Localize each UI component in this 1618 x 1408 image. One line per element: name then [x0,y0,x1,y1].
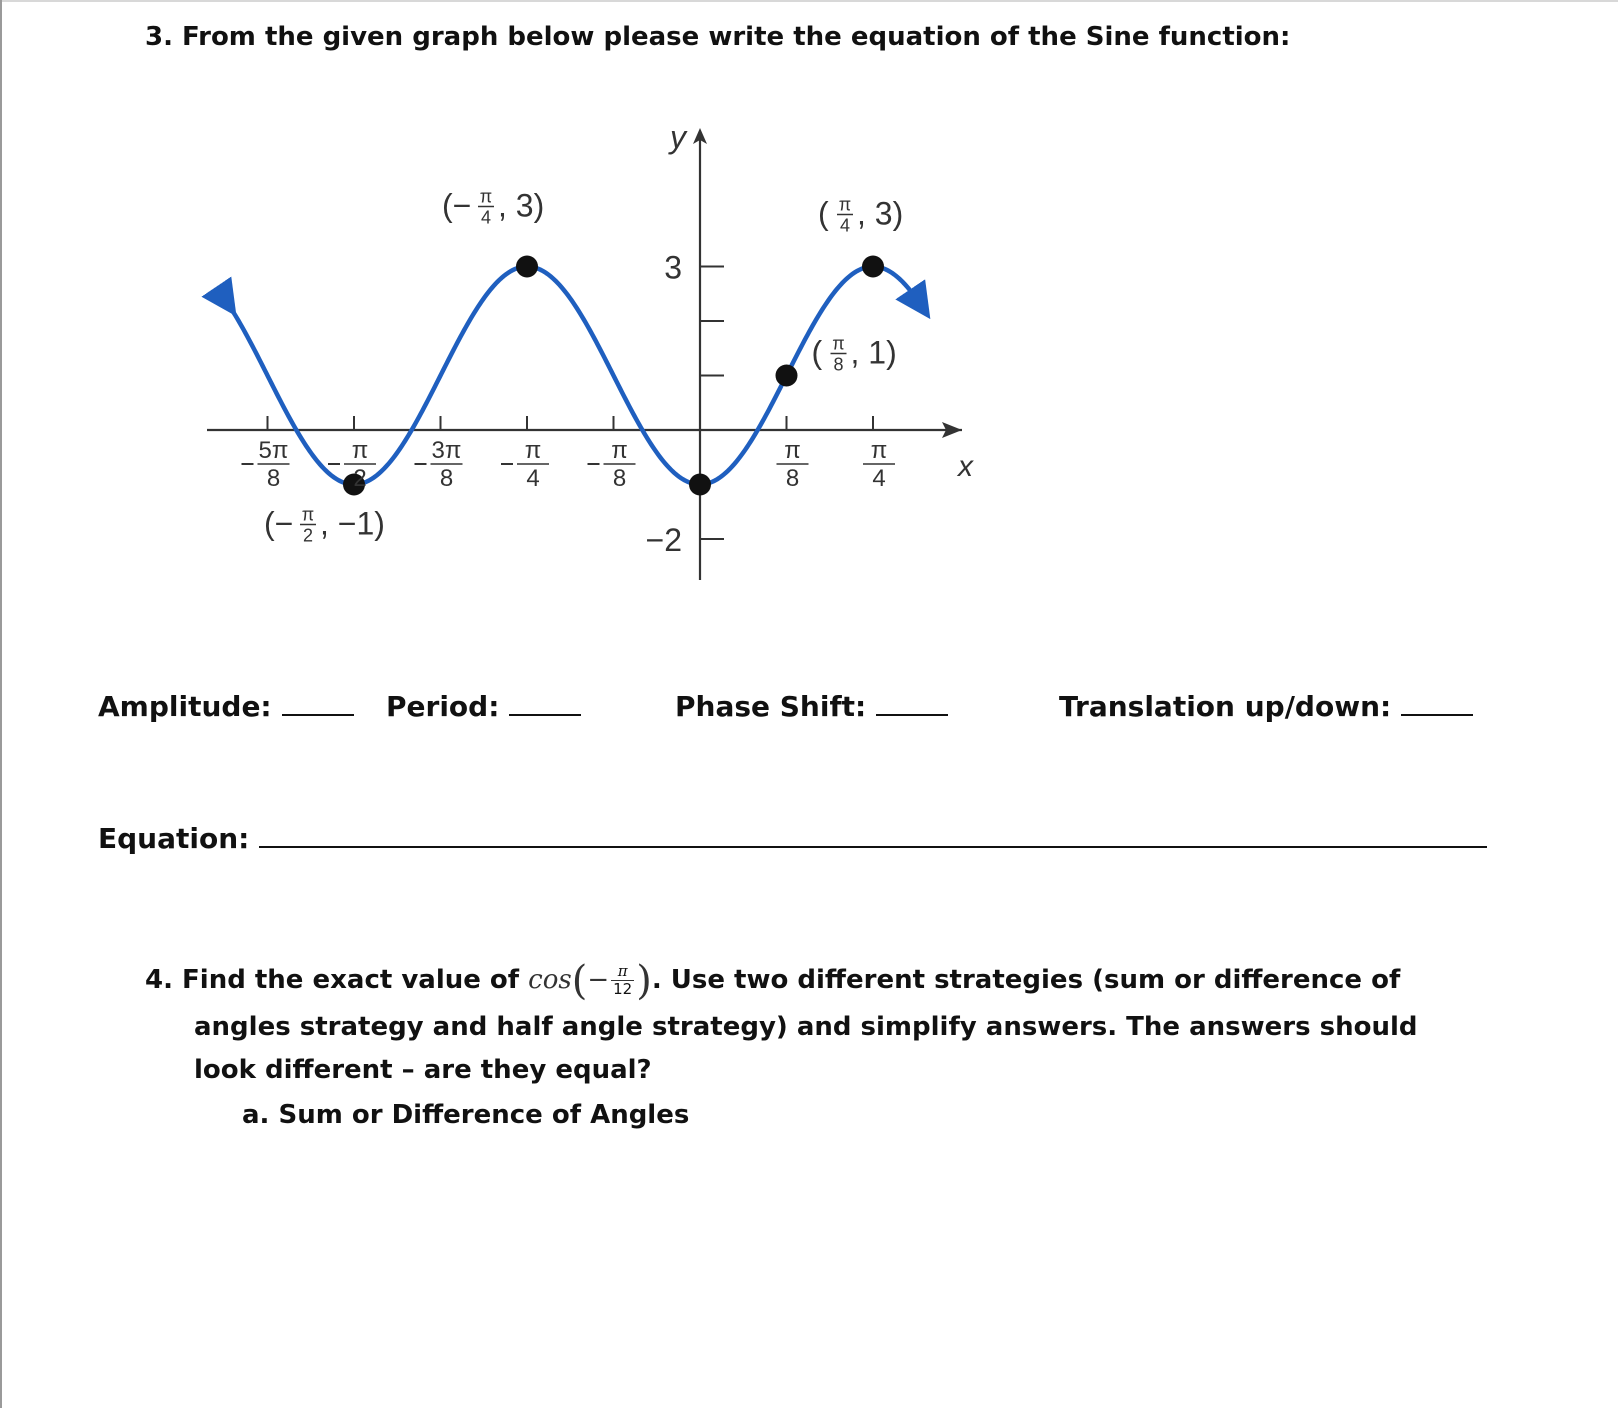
point-label [264,505,385,546]
question-4-line-1 [145,958,1400,1004]
fraction-denominator: 12 [613,980,633,998]
translation-field [1059,690,1473,723]
point-label [442,187,544,228]
x-axis-label: x [958,450,973,483]
point-label [812,334,897,375]
x-tick-denominator: 2 [353,465,367,492]
x-tick-label [414,437,462,492]
x-tick-numerator: 3π [431,437,462,464]
equation-field [98,822,1487,855]
point-label-numerator: π [479,186,493,207]
y-axis-label: y [670,119,686,155]
x-tick-numerator: π [351,437,369,464]
point-label-suffix: , −1) [319,505,385,542]
x-tick-numerator: π [870,437,888,464]
point-label-suffix: , 3) [497,187,545,224]
x-tick-numerator: 5π [258,437,289,464]
point-label-denominator: 4 [480,207,492,228]
point-label-denominator: 8 [833,354,844,375]
question-4-intro: 4. Find the exact value of [145,965,520,995]
cos-function: cos [528,965,572,995]
translation-blank[interactable] [1401,692,1473,716]
x-tick-numerator: π [784,437,801,464]
pi-over-12-fraction [611,963,634,998]
point-label-suffix: , 3) [857,195,904,232]
equation-label: Equation: [98,822,250,855]
point-label-prefix: (− [441,187,472,224]
period-blank[interactable] [509,692,581,716]
question-3-title: 3. From the given graph below please write the equation of the Sine function: [145,22,1291,52]
x-tick-label [241,437,289,492]
question-4-line-3: look different – are they equal? [194,1055,652,1085]
phase-shift-field [675,690,948,723]
question-4-line-2: angles strategy and half angle strategy) and simplify answers. The answers should [194,1012,1418,1042]
amplitude-label: Amplitude: [98,690,272,723]
close-paren: ) [636,958,652,1004]
x-tick-numerator: π [524,437,542,464]
data-point [689,474,711,496]
x-tick-denominator: 8 [439,465,454,492]
x-tick-denominator: 8 [785,465,800,492]
phase-shift-label: Phase Shift: [675,690,867,723]
x-tick-denominator: 8 [612,465,627,492]
point-label-prefix: ( [818,195,829,232]
period-label: Period: [386,690,500,723]
question-4-rest: . Use two different strategies (sum or difference of [651,965,1401,995]
x-tick-denominator: 4 [872,465,886,492]
point-label-denominator: 2 [302,525,314,546]
open-paren: ( [571,958,588,1004]
x-tick-denominator: 8 [266,465,281,492]
data-point [862,256,884,278]
point-label-prefix: ( [811,334,823,371]
x-tick-label [863,437,895,492]
point-label-numerator: π [832,333,845,354]
data-point [516,256,538,278]
point-label-numerator: π [301,504,315,525]
x-tick-label [587,437,635,492]
negative-sign: − [587,965,610,995]
fraction-numerator: π [611,963,634,981]
data-point [776,365,798,387]
y-tick-label: 3 [664,249,682,286]
x-tick-denominator: 4 [526,465,540,492]
translation-label: Translation up/down: [1059,690,1392,723]
phase-shift-blank[interactable] [876,692,948,716]
x-tick-label [777,437,809,492]
point-label-denominator: 4 [839,215,851,236]
sine-curve [226,267,920,485]
equation-blank[interactable] [259,824,1487,848]
point-label [818,195,903,236]
point-label-numerator: π [838,194,852,215]
x-tick-numerator: π [611,437,628,464]
amplitude-blank[interactable] [282,692,354,716]
amplitude-field [98,690,354,723]
question-4-sub-a: a. Sum or Difference of Angles [242,1100,690,1130]
y-tick-label: −2 [645,522,682,558]
period-field [386,690,581,723]
x-tick-label [501,437,549,492]
point-label-suffix: , 1) [850,334,897,371]
point-label-prefix: (− [263,505,294,542]
sine-graph [0,0,1618,640]
